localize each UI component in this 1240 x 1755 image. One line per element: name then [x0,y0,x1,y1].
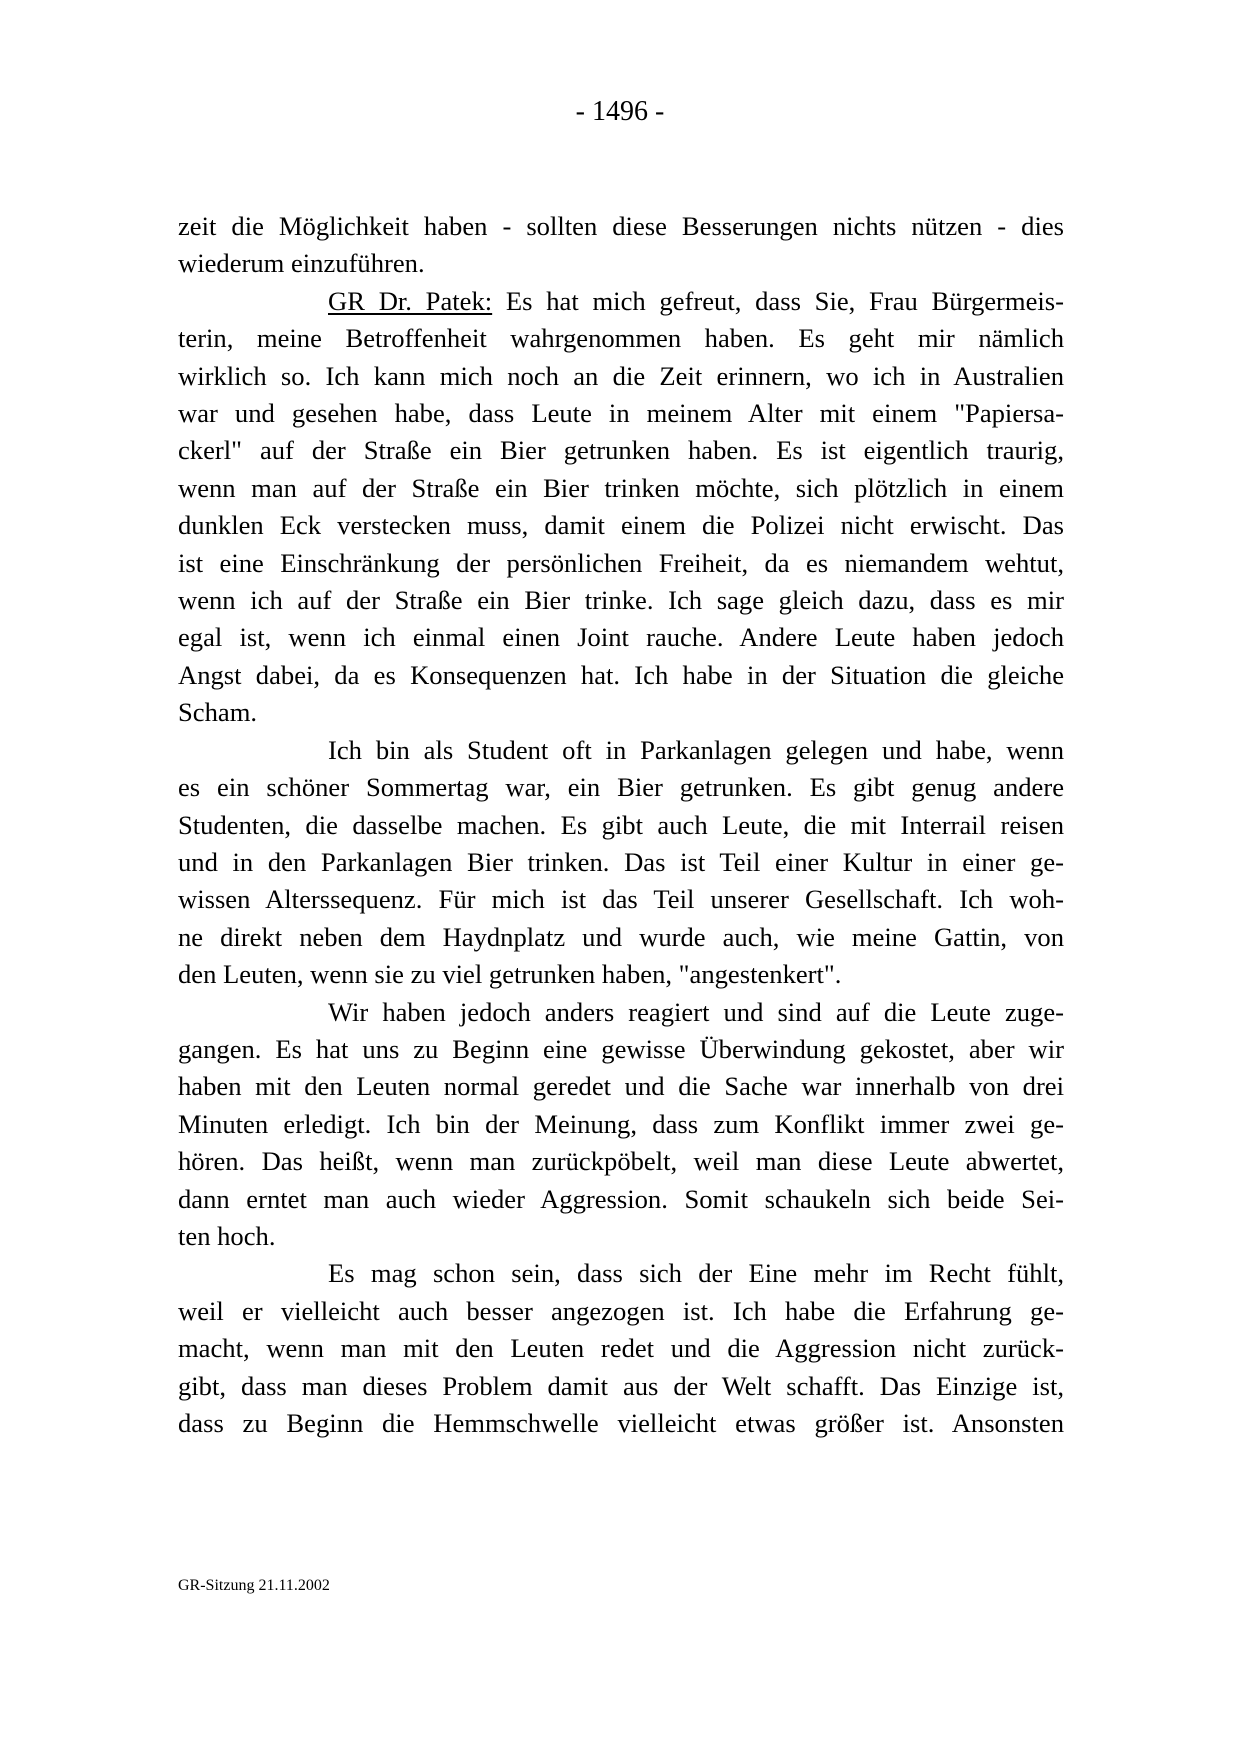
text-line: dunklen Eck verstecken muss, damit einem die Polizei nicht erwischt. Das [178,510,1064,541]
text-line: Wir haben jedoch anders reagiert und sind auf die Leute zuge- [328,996,1064,1027]
page-number: - 1496 - [575,96,665,127]
text-line: Es mag schon sein, dass sich der Eine mehr im Recht fühlt, [328,1258,1064,1289]
text-line: wenn ich auf der Straße ein Bier trinke. Ich sage gleich dazu, dass es mir [178,585,1064,616]
text-line: wiederum einzuführen. [178,248,425,279]
text-line: Studenten, die dasselbe machen. Es gibt auch Leute, die mit Interrail reisen [178,809,1064,840]
text-line: ne direkt neben dem Haydnplatz und wurde auch, wie meine Gattin, von [178,921,1064,952]
text-line: Es hat mich gefreut, dass Sie, Frau Bürgermeis- [492,285,1064,316]
speaker-name: GR Dr. Patek: [328,285,493,316]
text-line: egal ist, wenn ich einmal einen Joint rauche. Andere Leute haben jedoch [178,622,1064,653]
text-line: es ein schöner Sommertag war, ein Bier getrunken. Es gibt genug andere [178,772,1064,803]
text-line: dann erntet man auch wieder Aggression. Somit schaukeln sich beide Sei- [178,1183,1064,1214]
text-line: zeit die Möglichkeit haben - sollten diese Besserungen nichts nützen - dies [178,211,1064,241]
text-line: war und gesehen habe, dass Leute in meinem Alter mit einem "Papiersa- [178,398,1064,429]
text-line: wissen Alterssequenz. Für mich ist das Teil unserer Gesellschaft. Ich woh- [178,884,1064,915]
speech-opening-line [178,283,1064,320]
text-line: gangen. Es hat uns zu Beginn eine gewisse Überwindung gekostet, aber wir [178,1033,1064,1064]
text-line: haben mit den Leuten normal geredet und die Sache war innerhalb von drei [178,1071,1064,1102]
text-line: weil er vielleicht auch besser angezogen ist. Ich habe die Erfahrung ge- [178,1295,1064,1326]
text-line: ten hoch. [178,1220,276,1251]
text-line: ckerl" auf der Straße ein Bier getrunken haben. Es ist eigentlich traurig, [178,435,1064,466]
text-line: Minuten erledigt. Ich bin der Meinung, dass zum Konflikt immer zwei ge- [178,1108,1064,1139]
text-line: hören. Das heißt, wenn man zurückpöbelt, weil man diese Leute abwertet, [178,1146,1064,1177]
text-line: ist eine Einschränkung der persönlichen Freiheit, da es niemandem wehtut, [178,547,1064,578]
text-line: dass zu Beginn die Hemmschwelle vielleicht etwas größer ist. Ansonsten [178,1408,1064,1438]
text-line: Ich bin als Student oft in Parkanlagen gelegen und habe, wenn [328,734,1064,765]
text-line: terin, meine Betroffenheit wahrgenommen haben. Es geht mir nämlich [178,323,1064,354]
body-text [178,208,1064,1442]
text-line: den Leuten, wenn sie zu viel getrunken haben, "angestenkert". [178,959,842,990]
text-line: und in den Parkanlagen Bier trinken. Das ist Teil einer Kultur in einer ge- [178,846,1064,877]
text-line: gibt, dass man dieses Problem damit aus der Welt schafft. Das Einzige ist, [178,1370,1064,1401]
text-line: Angst dabei, da es Konsequenzen hat. Ich habe in der Situation die gleiche [178,659,1064,690]
text-line: wenn man auf der Straße ein Bier trinken möchte, sich plötzlich in einem [178,472,1064,503]
footer-session-date: GR-Sitzung 21.11.2002 [178,1577,330,1594]
text-line: Scham. [178,697,258,728]
text-line: wirklich so. Ich kann mich noch an die Zeit erinnern, wo ich in Australien [178,360,1064,391]
text-line: macht, wenn man mit den Leuten redet und die Aggression nicht zurück- [178,1333,1064,1364]
